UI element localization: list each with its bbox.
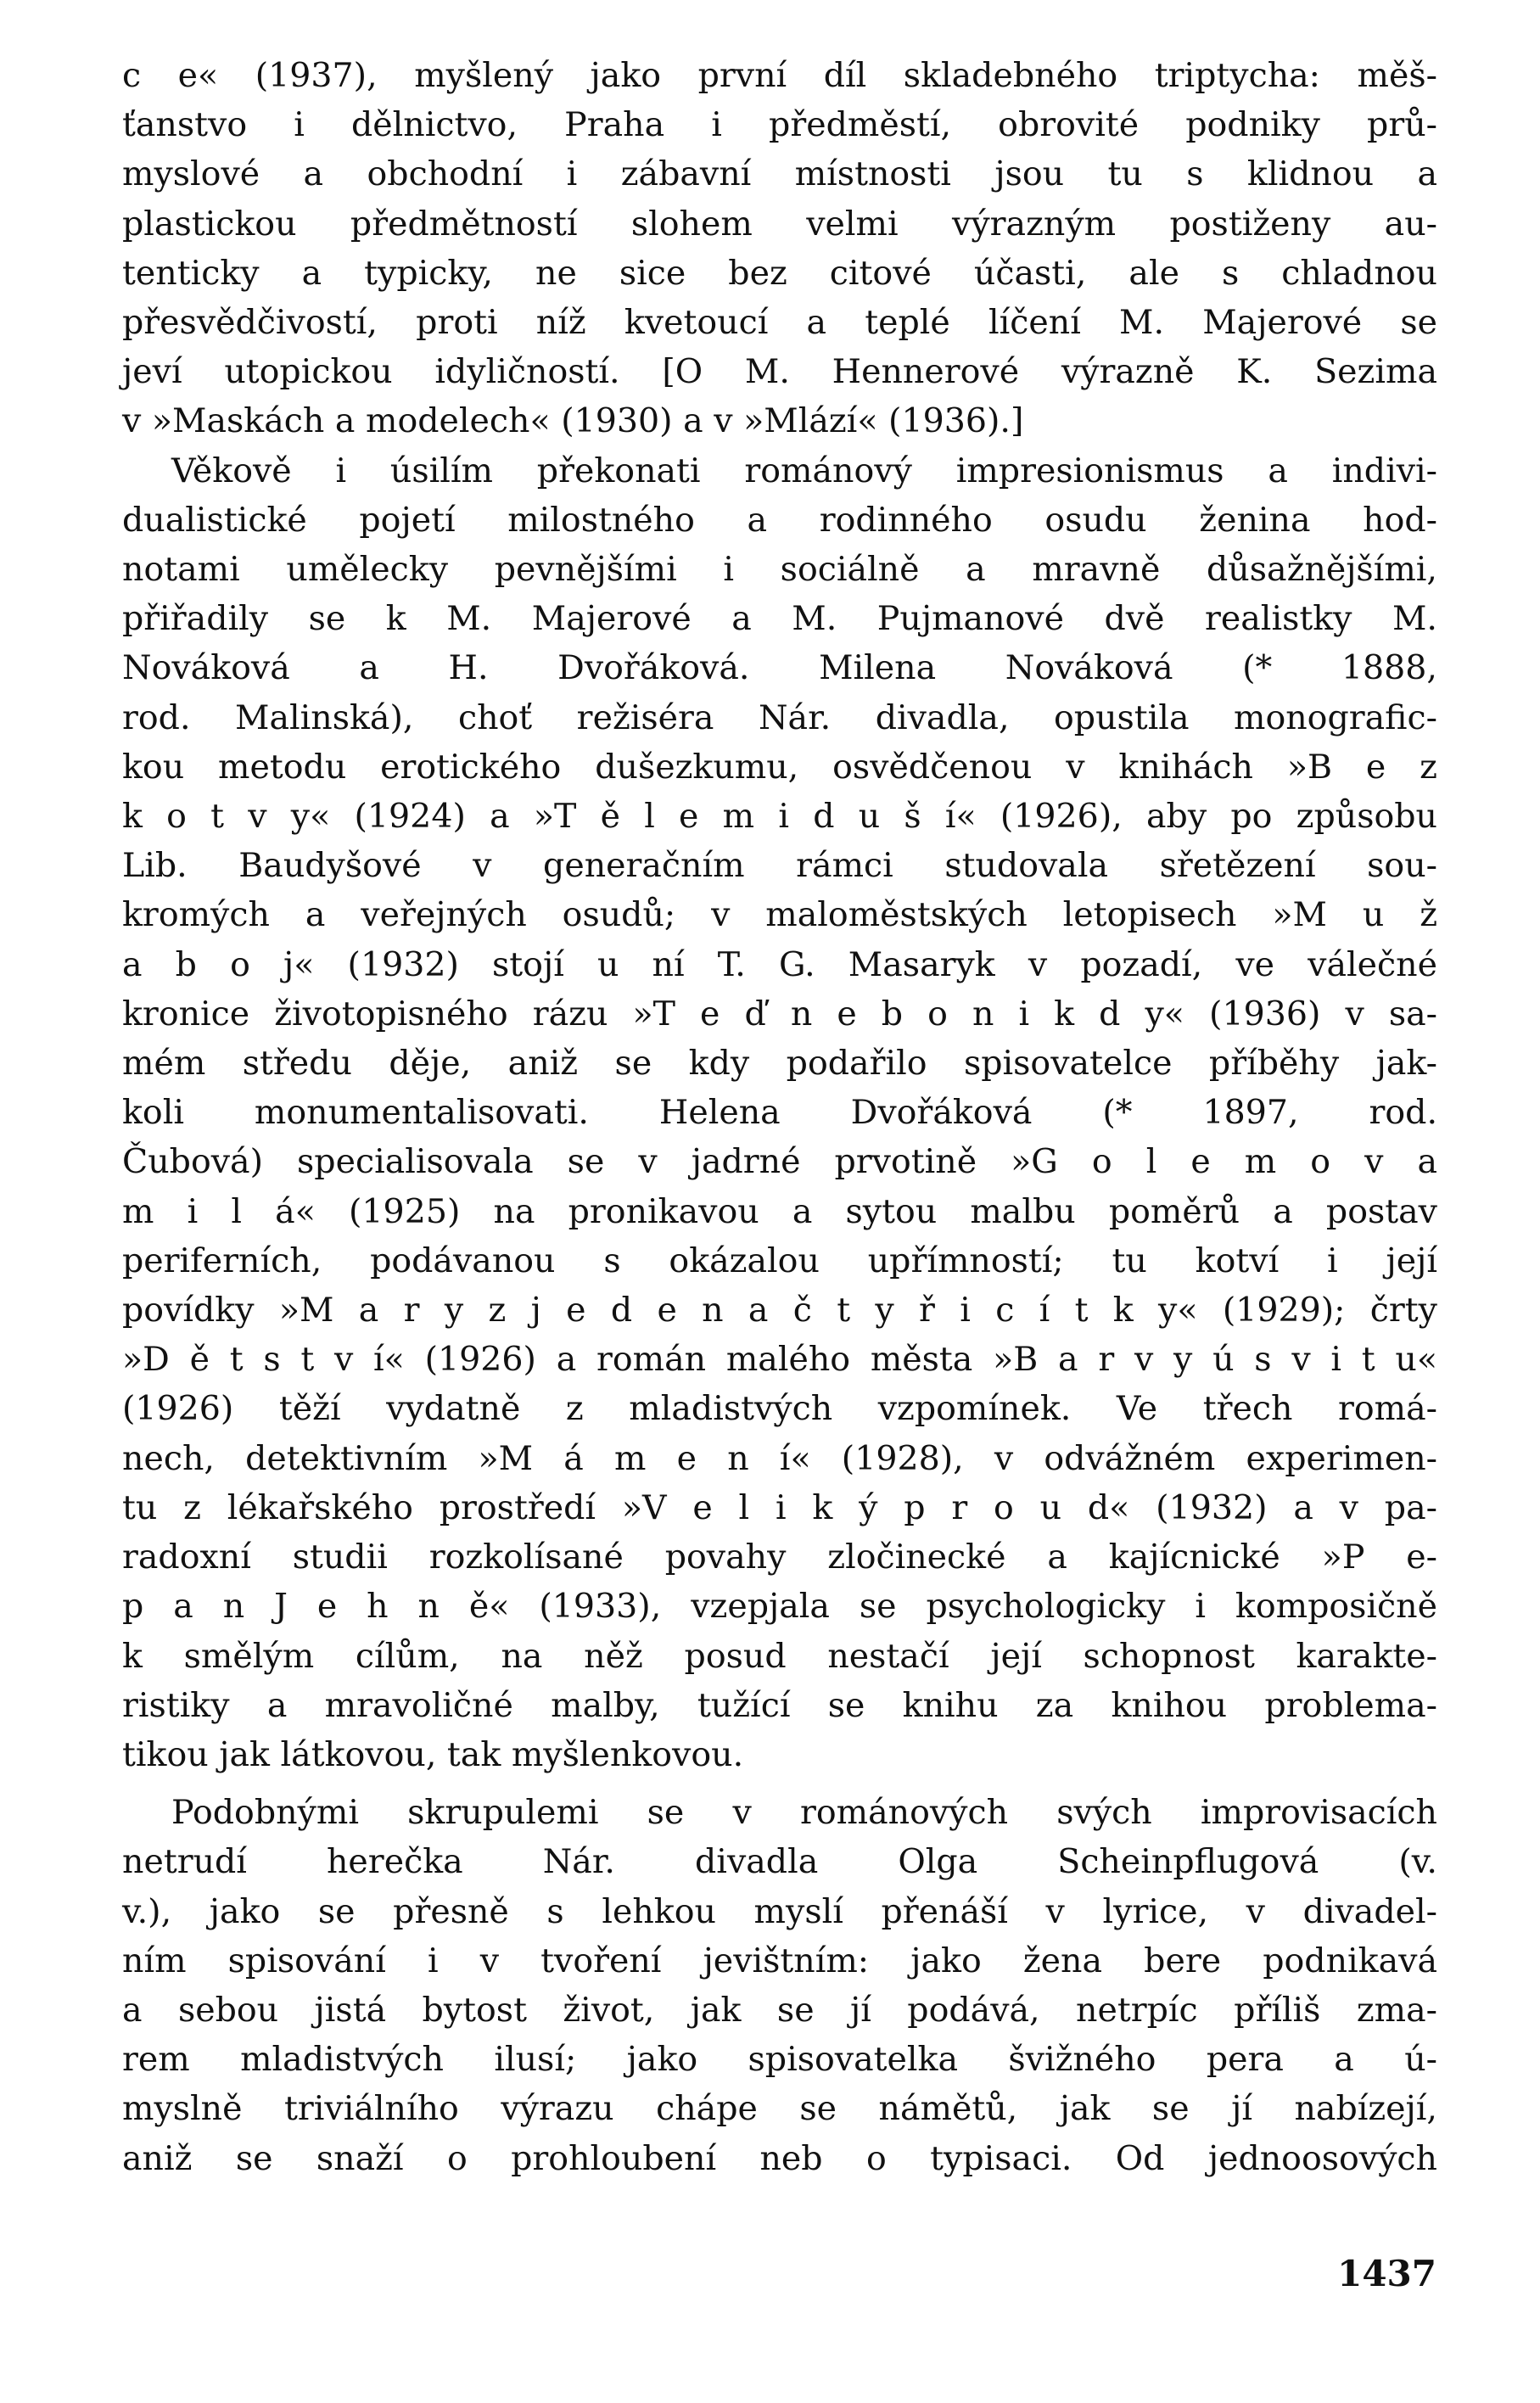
text-line: tu z lékařského prostředí »V e l i k ý p r o u d« (1932) a v pa-: [122, 1487, 1437, 1527]
text-line: v »Maskách a modelech« (1930) a v »Mlází« (1936).]: [122, 401, 1024, 441]
text-line: kromých a veřejných osudů; v maloměstských letopisech »M u ž: [122, 895, 1437, 935]
page-body: [122, 51, 1437, 2183]
text-line: ním spisování i v tvoření jevištním: jako žena bere podnikavá: [122, 1941, 1437, 1980]
text-line: a sebou jistá bytost život, jak se jí podává, netrpíc příliš zma-: [122, 1990, 1437, 2030]
text-line: Podobnými skrupulemi se v románových svých improvisacích: [171, 1793, 1437, 1833]
text-line: p a n J e h n ě« (1933), vzepjala se psychologicky i komposičně: [122, 1587, 1437, 1627]
text-line: povídky »M a r y z j e d e n a č t y ř i c í t k y« (1929); črty: [122, 1291, 1437, 1330]
text-line: periferních, podávanou s okázalou upřímností; tu kotví i její: [122, 1241, 1437, 1280]
text-line: ťanstvo i dělnictvo, Praha i předměstí, obrovité podniky prů-: [122, 105, 1437, 145]
text-line: Čubová) specialisovala se v jadrné prvotině »G o l e m o v a: [122, 1142, 1437, 1182]
text-line: Nováková a H. Dvořáková. Milena Nováková (* 1888,: [122, 648, 1437, 688]
text-line: (1926) těží vydatně z mladistvých vzpomínek. Ve třech romá-: [122, 1389, 1437, 1429]
text-line: rem mladistvých ilusí; jako spisovatelka švižného pera a ú-: [122, 2040, 1437, 2080]
text-line: Lib. Baudyšové v generačním rámci studovala sřetězení sou-: [122, 846, 1437, 886]
text-line: v.), jako se přesně s lehkou myslí přenáší v lyrice, v divadel-: [122, 1891, 1437, 1931]
text-line: m i l á« (1925) na pronikavou a sytou malbu poměrů a postav: [122, 1191, 1437, 1231]
text-line: Věkově i úsilím překonati románový impresionismus a indivi-: [171, 451, 1437, 490]
paragraph-3: [122, 1788, 1437, 2183]
text-line: myslové a obchodní i zábavní místnosti jsou tu s klidnou a: [122, 154, 1437, 194]
text-line: dualistické pojetí milostného a rodinného osudu ženina hod-: [122, 500, 1437, 540]
text-line: přesvědčivostí, proti níž kvetoucí a teplé líčení M. Majerové se: [122, 303, 1437, 343]
text-line: k smělým cílům, na něž posud nestačí její schopnost karakte-: [122, 1636, 1437, 1676]
text-line: netrudí herečka Nár. divadla Olga Scheinpflugová (v.: [122, 1842, 1437, 1882]
paragraph-2: [122, 446, 1437, 1779]
text-line: k o t v y« (1924) a »T ě l e m i d u š í« (1926), aby po způsobu: [122, 797, 1437, 837]
text-line: kronice životopisného rázu »T e ď n e b o n i k d y« (1936) v sa-: [122, 994, 1437, 1033]
text-line: »D ě t s t v í« (1926) a román malého města »B a r v y ú s v i t u«: [122, 1340, 1437, 1380]
text-line: aniž se snaží o prohloubení neb o typisaci. Od jednoosových: [122, 2138, 1437, 2178]
text-line: ristiky a mravoličné malby, tužící se knihu za knihou problema-: [122, 1685, 1437, 1725]
text-line: koli monumentalisovati. Helena Dvořáková (* 1897, rod.: [122, 1093, 1437, 1133]
paragraph-1: [122, 51, 1437, 446]
text-line: myslně triviálního výrazu chápe se námětů, jak se jí nabízejí,: [122, 2089, 1437, 2129]
text-line: plastickou předmětností slohem velmi výrazným postiženy au-: [122, 204, 1437, 244]
page-number: 1437: [1337, 2253, 1436, 2294]
text-line: tikou jak látkovou, tak myšlenkovou.: [122, 1734, 744, 1774]
text-line: jeví utopickou idyličností. [O M. Hennerové výrazně K. Sezima: [122, 352, 1437, 392]
text-line: mém středu děje, aniž se kdy podařilo spisovatelce příběhy jak-: [122, 1044, 1437, 1084]
text-line: c e« (1937), myšlený jako první díl skladebného triptycha: měš-: [122, 56, 1437, 95]
text-line: kou metodu erotického dušezkumu, osvědčenou v knihách »B e z: [122, 747, 1437, 787]
text-line: a b o j« (1932) stojí u ní T. G. Masaryk v pozadí, ve válečné: [122, 944, 1437, 984]
text-line: radoxní studii rozkolísané povahy zločinecké a kajícnické »P e-: [122, 1538, 1437, 1577]
text-line: rod. Malinská), choť režiséra Nár. divadla, opustila monografic-: [122, 697, 1437, 737]
text-line: přiřadily se k M. Majerové a M. Pujmanové dvě realistky M.: [122, 599, 1437, 639]
text-line: tenticky a typicky, ne sice bez citové účasti, ale s chladnou: [122, 253, 1437, 293]
text-line: nech, detektivním »M á m e n í« (1928), v odvážném experimen-: [122, 1438, 1437, 1478]
text-line: notami umělecky pevnějšími i sociálně a mravně důsažnějšími,: [122, 550, 1437, 590]
